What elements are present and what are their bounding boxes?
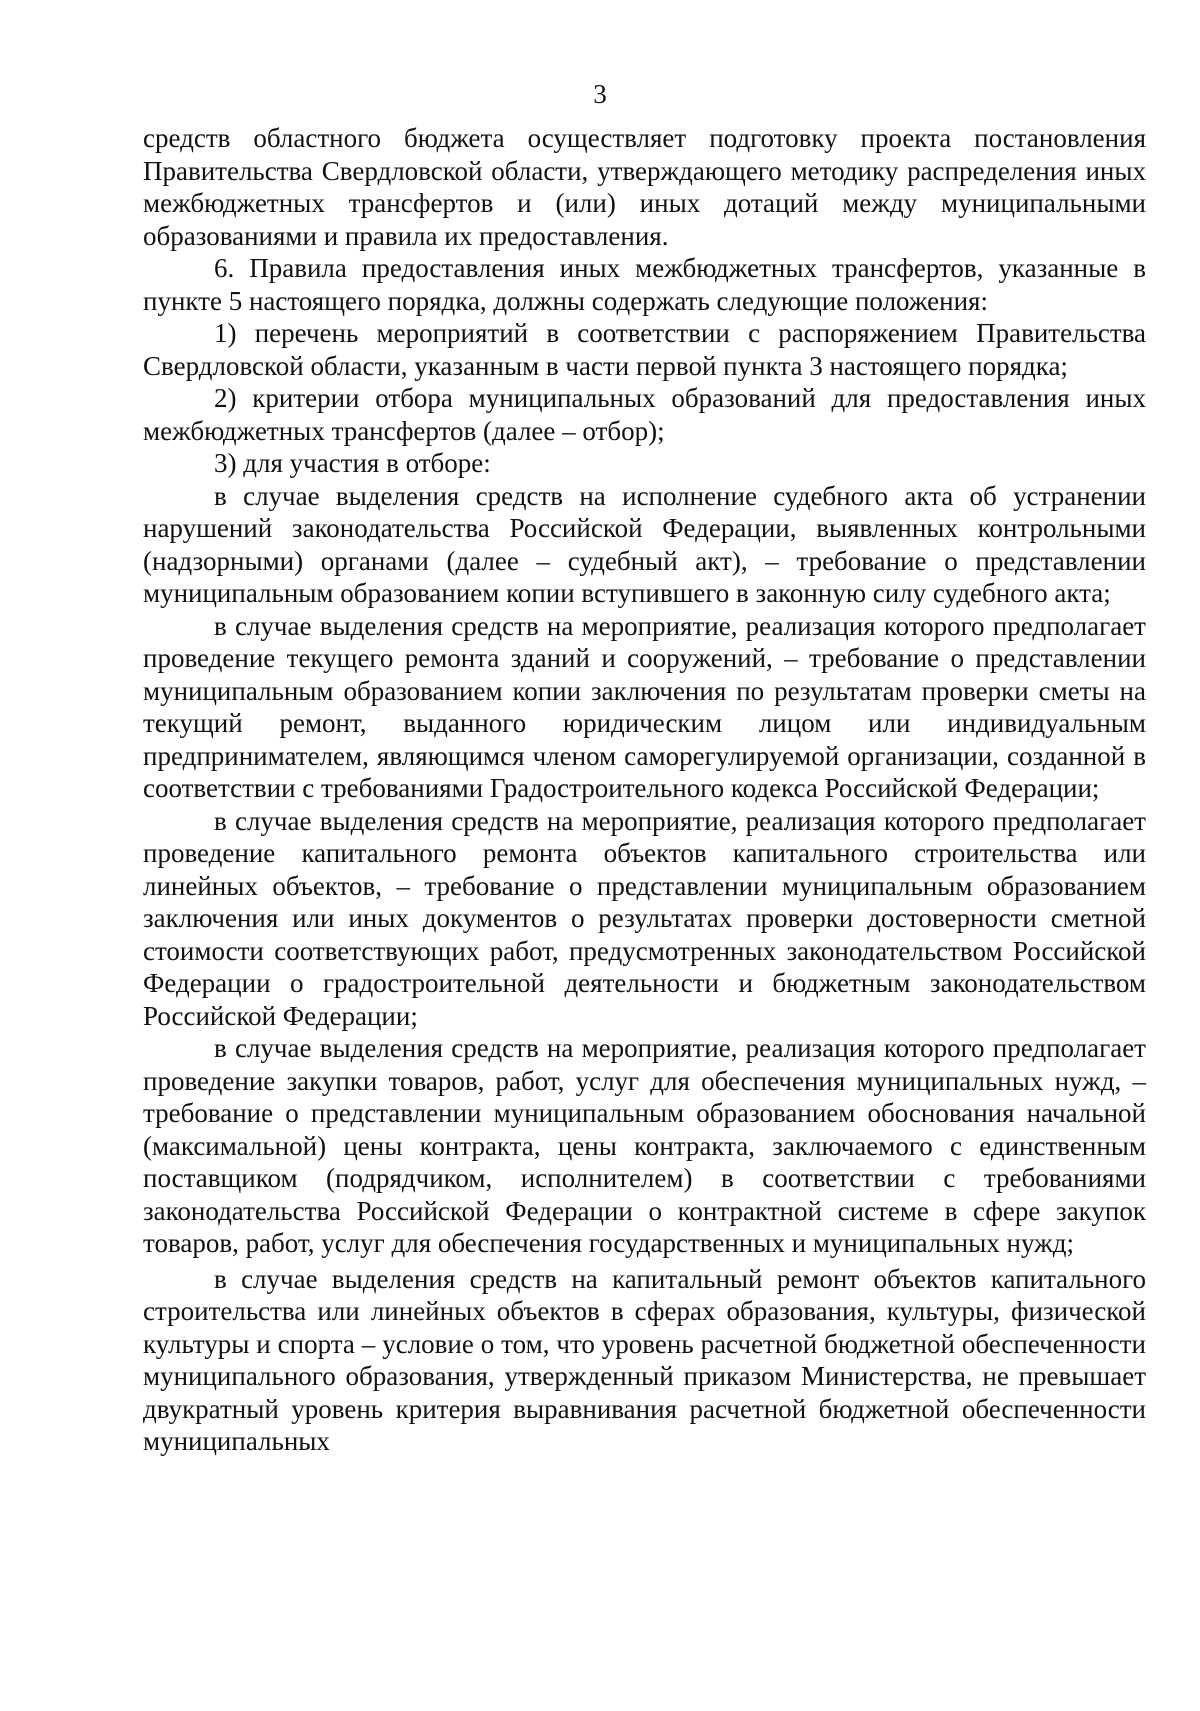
paragraph-7: в случае выделения средств на мероприятие, реализация которого предполагает проведение текущего ремонта зданий и сооружений, – требование о представлении муниципальным образованием копии заключения по результатам проверки сметы на текущий ремонт, выданного юридическим лицом или индивидуальным предпринимателем, являющимся членом саморегулируемой организации, созданной в соответствии с требованиями Градостроительного кодекса Российской Федерации; <box>143 610 1146 803</box>
paragraph-2: 6. Правила предоставления иных межбюджетных трансфертов, указанные в пункте 5 настоящего порядка, должны содержать следующие положения: <box>143 253 1146 316</box>
paragraph-10: в случае выделения средств на капитальный ремонт объектов капитального строительства или линейных объектов в сферах образования, культуры, физической культуры и спорта – условие о том, что уровень расчетной бюджетной обеспеченности муниципального образования, утвержденный приказом Министерства, не превышает двукратный уровень критерия выравнивания расчетной бюджетной обеспеченности муниципальных <box>143 1263 1146 1456</box>
paragraph-1: средств областного бюджета осуществляет подготовку проекта постановления Правительства Свердловской области, утверждающего методику распределения иных межбюджетных трансфертов и (или) иных дотаций между муниципальными образованиями и правила их предоставления. <box>143 123 1146 251</box>
page-number: 3 <box>593 79 607 109</box>
paragraph-9: в случае выделения средств на мероприятие, реализация которого предполагает проведение закупки товаров, работ, услуг для обеспечения муниципальных нужд, – требование о представлении муниципальным образованием обоснования начальной (максимальной) цены контракта, цены контракта, заключаемого с единственным поставщиком (подрядчиком, исполнителем) в соответствии с требованиями законодательства Российской Федерации о контрактной системе в сфере закупок товаров, работ, услуг для обеспечения государственных и муниципальных нужд; <box>143 1033 1146 1258</box>
document-body <box>143 122 1146 1458</box>
paragraph-5: 3) для участия в отборе: <box>214 448 491 478</box>
paragraph-8: в случае выделения средств на мероприятие, реализация которого предполагает проведение капитального ремонта объектов капитального строительства или линейных объектов, – требование о представлении муниципальным образованием заключения или иных документов о результатах проверки достоверности сметной стоимости соответствующих работ, предусмотренных законодательством Российской Федерации о градостроительной деятельности и бюджетным законодательством Российской Федерации; <box>143 805 1146 1031</box>
paragraph-6: в случае выделения средств на исполнение судебного акта об устранении нарушений законодательства Российской Федерации, выявленных контрольными (надзорными) органами (далее – судебный акт), – требование о представлении муниципальным образованием копии вступившего в законную силу судебного акта; <box>143 480 1146 608</box>
paragraph-4: 2) критерии отбора муниципальных образований для предоставления иных межбюджетных трансфертов (далее – отбор); <box>143 383 1146 446</box>
paragraph-3: 1) перечень мероприятий в соответствии с распоряжением Правительства Свердловской области, указанным в части первой пункта 3 настоящего порядка; <box>143 318 1146 381</box>
